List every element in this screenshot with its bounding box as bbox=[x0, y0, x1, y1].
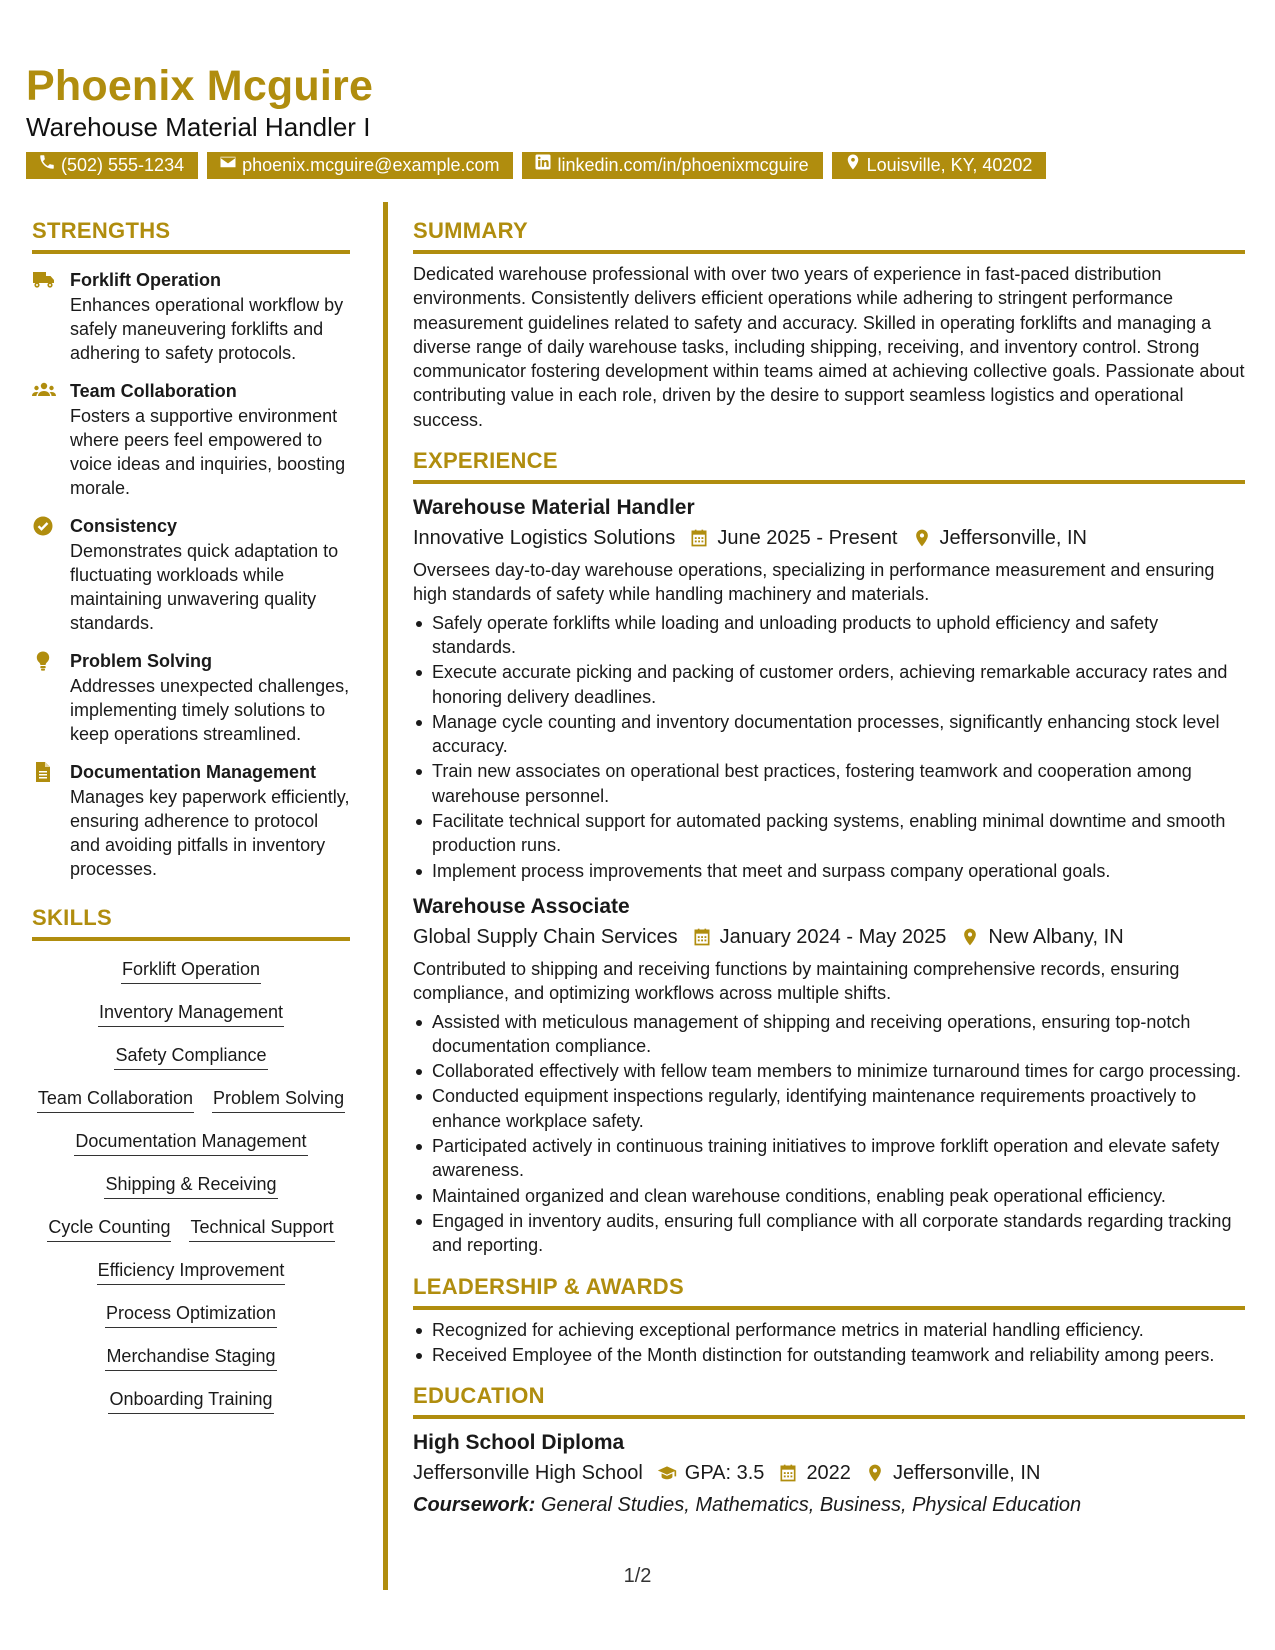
job-bullets bbox=[413, 611, 1245, 883]
strength-desc: Addresses unexpected challenges, implementing timely solutions to keep operations streamlined. bbox=[70, 676, 350, 744]
degree-title: High School Diploma bbox=[413, 1431, 625, 1455]
education-entry bbox=[413, 1429, 1245, 1519]
skill-tag: Process Optimization bbox=[105, 1301, 277, 1328]
contact-location-text: Louisville, KY, 40202 bbox=[866, 155, 1033, 175]
bullet-item: Safely operate forklifts while loading and unloading products to uphold efficiency and safety standards. bbox=[413, 611, 1245, 660]
strength-name: Problem Solving bbox=[70, 651, 213, 671]
phone-icon bbox=[38, 152, 56, 179]
bullet-item: Train new associates on operational best practices, fostering teamwork and cooperation among warehouse personnel. bbox=[413, 759, 1245, 808]
skill-tag: Onboarding Training bbox=[108, 1387, 273, 1414]
coursework-list: General Studies, Mathematics, Business, Physical Education bbox=[540, 1494, 1082, 1517]
job-description: Contributed to shipping and receiving functions by maintaining comprehensive records, ensuring compliance, and optimizing workflows across multiple shifts. bbox=[413, 958, 1180, 1004]
strength-desc: Enhances operational workflow by safely maneuvering forklifts and adhering to safety protocols. bbox=[70, 295, 344, 363]
job-bullets bbox=[413, 1010, 1245, 1258]
school-location: Jeffersonville, IN bbox=[892, 1462, 1041, 1485]
awards-bullets bbox=[413, 1318, 1245, 1368]
envelope-icon bbox=[219, 152, 237, 179]
skills-heading: SKILLS bbox=[32, 905, 350, 941]
skill-tag: Team Collaboration bbox=[37, 1086, 194, 1113]
education-heading: EDUCATION bbox=[413, 1383, 1245, 1419]
education-meta bbox=[413, 1459, 1245, 1487]
map-marker-icon bbox=[865, 1463, 885, 1483]
job-description: Oversees day-to-day warehouse operations, specializing in performance measurement and ensuring high standards of safety while handling machinery and materials. bbox=[413, 560, 1215, 605]
contact-phone-text: (502) 555-1234 bbox=[61, 155, 185, 175]
skill-tag: Cycle Counting bbox=[47, 1215, 171, 1242]
strengths-heading: STRENGTHS bbox=[32, 218, 350, 254]
bullet-item: Implement process improvements that meet and surpass company operational goals. bbox=[413, 859, 1245, 883]
skill-tag: Problem Solving bbox=[212, 1086, 345, 1113]
bullet-item: Execute accurate picking and packing of customer orders, achieving remarkable accuracy rates and honoring delivery deadlines. bbox=[413, 660, 1245, 709]
school-name: Jeffersonville High School bbox=[413, 1462, 643, 1485]
skill-tag: Forklift Operation bbox=[121, 957, 261, 984]
candidate-title: Warehouse Material Handler I bbox=[26, 112, 371, 142]
bullet-item: Engaged in inventory audits, ensuring full compliance with all corporate standards regarding tracking and reporting. bbox=[413, 1209, 1245, 1258]
contact-linkedin-text: linkedin.com/in/phoenixmcguire bbox=[557, 155, 809, 175]
coursework-label: Coursework: bbox=[413, 1494, 536, 1517]
experience-heading: EXPERIENCE bbox=[413, 448, 1245, 484]
job-location: New Albany, IN bbox=[988, 925, 1124, 948]
skill-tag: Shipping & Receiving bbox=[104, 1172, 277, 1199]
strength-name: Consistency bbox=[70, 516, 178, 536]
job-title: Warehouse Material Handler bbox=[413, 496, 695, 520]
skill-tag: Documentation Management bbox=[74, 1129, 307, 1156]
strength-name: Team Collaboration bbox=[70, 381, 237, 401]
job-meta bbox=[413, 524, 1245, 552]
strength-item bbox=[32, 379, 350, 500]
candidate-name: Phoenix Mcguire bbox=[26, 62, 374, 110]
strength-name: Documentation Management bbox=[70, 762, 317, 782]
bullet-item: Received Employee of the Month distinction for outstanding teamwork and reliability among peers. bbox=[413, 1343, 1245, 1367]
job-entry bbox=[413, 893, 1245, 1258]
strength-item bbox=[32, 649, 350, 746]
job-location: Jeffersonville, IN bbox=[939, 527, 1087, 550]
job-dates: January 2024 - May 2025 bbox=[719, 925, 947, 948]
map-marker-icon bbox=[844, 152, 862, 179]
graduation-cap-icon bbox=[657, 1463, 677, 1483]
lightbulb-icon bbox=[32, 650, 56, 672]
strength-item bbox=[32, 514, 350, 635]
skill-tag: Technical Support bbox=[189, 1215, 334, 1242]
bullet-item: Maintained organized and clean warehouse conditions, enabling peak operational efficiency. bbox=[413, 1184, 1245, 1208]
document-icon bbox=[32, 761, 56, 783]
bullet-item: Recognized for achieving exceptional performance metrics in material handling efficiency. bbox=[413, 1318, 1245, 1342]
strength-item bbox=[32, 760, 350, 881]
strength-desc: Demonstrates quick adaptation to fluctuating workloads while maintaining unwavering quality standards. bbox=[70, 541, 339, 633]
skills-list bbox=[32, 957, 350, 1414]
contact-bar bbox=[26, 152, 1046, 179]
left-column bbox=[32, 218, 350, 1414]
bullet-item: Collaborated effectively with fellow team members to minimize turnaround times for cargo processing. bbox=[413, 1059, 1245, 1083]
map-marker-icon bbox=[960, 927, 980, 947]
contact-phone[interactable] bbox=[26, 152, 198, 179]
summary-text: Dedicated warehouse professional with over two years of experience in fast-paced distribution environments. Consistently delivers efficient operations while adhering to stringent performance measurement guidelines related to safety and accuracy. Skilled in operating forklifts and managing a diverse range of daily warehouse tasks, including shipping, receiving, and inventory control. Strong communicator fostering development within teams aimed at achieving collective goals. Passionate about contributing value in each role, driven by the desire to support seamless logistics and operational success. bbox=[413, 264, 1245, 430]
truck-icon bbox=[32, 269, 56, 291]
gpa: GPA: 3.5 bbox=[684, 1462, 765, 1485]
bullet-item: Participated actively in continuous training initiatives to improve forklift operation and elevate safety awareness. bbox=[413, 1134, 1245, 1183]
contact-location bbox=[832, 152, 1047, 179]
linkedin-icon bbox=[534, 152, 552, 179]
calendar-icon bbox=[692, 927, 712, 947]
calendar-icon bbox=[778, 1463, 798, 1483]
users-icon bbox=[32, 380, 56, 402]
strength-desc: Manages key paperwork efficiently, ensuring adherence to protocol and avoiding pitfalls in inventory processes. bbox=[70, 787, 350, 879]
job-title: Warehouse Associate bbox=[413, 894, 630, 918]
graduation-year: 2022 bbox=[806, 1462, 851, 1485]
calendar-icon bbox=[689, 528, 709, 548]
bullet-item: Assisted with meticulous management of shipping and receiving operations, ensuring top-notch documentation compliance. bbox=[413, 1010, 1245, 1059]
coursework bbox=[413, 1491, 1245, 1519]
check-circle-icon bbox=[32, 515, 56, 537]
right-column bbox=[413, 218, 1245, 1519]
strength-name: Forklift Operation bbox=[70, 270, 222, 290]
page-number: 1/2 bbox=[623, 1565, 652, 1587]
column-divider bbox=[383, 202, 388, 1590]
skill-tag: Inventory Management bbox=[98, 1000, 284, 1027]
company-name: Innovative Logistics Solutions bbox=[413, 527, 676, 550]
awards-heading: LEADERSHIP & AWARDS bbox=[413, 1274, 1245, 1310]
contact-email[interactable] bbox=[207, 152, 513, 179]
strength-item bbox=[32, 268, 350, 365]
bullet-item: Facilitate technical support for automated packing systems, enabling minimal downtime and smooth production runs. bbox=[413, 809, 1245, 858]
contact-linkedin[interactable] bbox=[522, 152, 822, 179]
skill-tag: Safety Compliance bbox=[114, 1043, 267, 1070]
skill-tag: Efficiency Improvement bbox=[97, 1258, 286, 1285]
skill-tag: Merchandise Staging bbox=[105, 1344, 276, 1371]
bullet-item: Conducted equipment inspections regularly, identifying maintenance requirements proactively to enhance workplace safety. bbox=[413, 1084, 1245, 1133]
job-meta bbox=[413, 923, 1245, 951]
job-dates: June 2025 - Present bbox=[717, 527, 898, 550]
company-name: Global Supply Chain Services bbox=[413, 925, 678, 948]
summary-heading: SUMMARY bbox=[413, 218, 1245, 254]
strength-desc: Fosters a supportive environment where peers feel empowered to voice ideas and inquiries, boosting morale. bbox=[70, 406, 346, 498]
bullet-item: Manage cycle counting and inventory documentation processes, significantly enhancing stock level accuracy. bbox=[413, 710, 1245, 759]
contact-email-text: phoenix.mcguire@example.com bbox=[242, 155, 500, 175]
job-entry bbox=[413, 494, 1245, 883]
map-marker-icon bbox=[912, 528, 932, 548]
